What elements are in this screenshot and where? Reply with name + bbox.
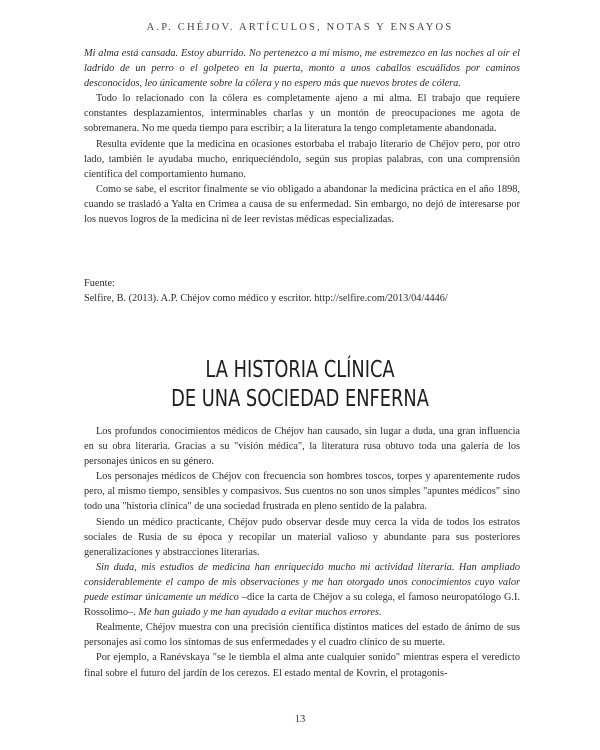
body-paragraph-1: Los profundos conocimientos médicos de Chéjov han causado, sin lugar a duda, una gran influencia en su obra literaria. Gracias a su "visión médica", la literatura rusa obtuvo toda una galería de los personajes únicos en su género. <box>84 426 520 468</box>
rossolimo-letter-attribution: –dice la carta de Chéjov a su colega, el famoso neuropatólogo G.I. Rossolimo–. <box>84 592 520 619</box>
rossolimo-letter-quote: Sin duda, mis estudios de medicina han enriquecido mucho mi actividad literaria. Han ampliado considerablemente el campo de mis observaciones y me han otorgado unos conocimientos cuyo valor puede estimar únicamente un médico <box>84 561 520 604</box>
body-paragraph-2: Los personajes médicos de Chéjov con frecuencia son hombres toscos, torpes y aparentemente rudos pero, al mismo tiempo, sensibles y compasivos. Sus cuentos no son unos simples "apuntes médicos" sino todo una "historia clínica" de una sociedad frustrada en pleno sentido de la palabra. <box>84 471 520 513</box>
source-reference: Selfire, B. (2013). A.P. Chéjov como médico y escritor. http://selfire.com/2013/04/4446/ <box>84 293 448 305</box>
intro-quote: Mi alma está cansada. Estoy aburrido. No pertenezco a mí mismo, me estremezco en las noches al oír el ladrido de un perro o el golpeteo en la puerta, monto a unos caballos escuálidos por caminos desconocidos, leo únicamente sobre la cólera y no espero más que nuevos brotes de cólera. <box>84 48 520 90</box>
section-title <box>42 356 558 414</box>
section-title-line-2: DE UNA SOCIEDAD ENFERNA <box>171 386 429 412</box>
body-paragraph-5: Realmente, Chéjov muestra con una precisión científica distintos matices del estado de ánimo de sus personajes así como los síntomas de sus enfermedades y el cuadro clínico de su muerte. <box>84 622 520 649</box>
intro-paragraph-2: Resulta evidente que la medicina en ocasiones estorbaba el trabajo literario de Chéjov pero, por otro lado, también le ayudaba mucho, enriqueciéndolo, según sus propias palabras, con una comprensión científica del comportamiento humano. <box>84 138 520 180</box>
rossolimo-letter-quote-end: Me han guiado y me han ayudado a evitar muchos errores. <box>138 607 382 619</box>
intro-section <box>84 46 520 227</box>
intro-paragraph-3: Como se sabe, el escritor finalmente se vio obligado a abandonar la medicina práctica en el año 1898, cuando se trasladó a Yalta en Crimea a causa de su enfermedad. Sin embargo, no dejó de interesarse por los nuevos logros de la medicina ni de leer revistas médicas especializadas. <box>84 183 520 226</box>
body-section <box>84 424 520 681</box>
running-header: A.P. CHÉJOV. ARTÍCULOS, NOTAS Y ENSAYOS <box>146 22 454 33</box>
body-paragraph-6: Por ejemplo, a Ranévskaya "se le tiembla el alma ante cualquier sonido" mientras espera el veredicto final sobre el futuro del jardín de los cerezos. El estado mental de Kovrin, el protagonis- <box>84 652 520 679</box>
page-number: 13 <box>294 714 306 725</box>
intro-paragraph-1: Todo lo relacionado con la cólera es completamente ajeno a mi alma. El trabajo que requiere constantes desplazamientos, interminables charlas y un montón de preocupaciones me agota de sobremanera. No me queda tiempo para escribir; a la literatura la tengo completamente abandonada. <box>84 93 520 135</box>
source-citation <box>84 276 520 306</box>
source-label: Fuente: <box>84 278 115 289</box>
body-paragraph-4 <box>84 560 520 620</box>
body-paragraph-3: Siendo un médico practicante, Chéjov pudo observar desde muy cerca la vida de todos los estratos sociales de Rusia de su época y recopilar un material valioso y abundante para sus posteriores generalizaciones y abstracciones literarias. <box>84 516 520 558</box>
section-title-line-1: LA HISTORIA CLÍNICA <box>205 357 395 383</box>
